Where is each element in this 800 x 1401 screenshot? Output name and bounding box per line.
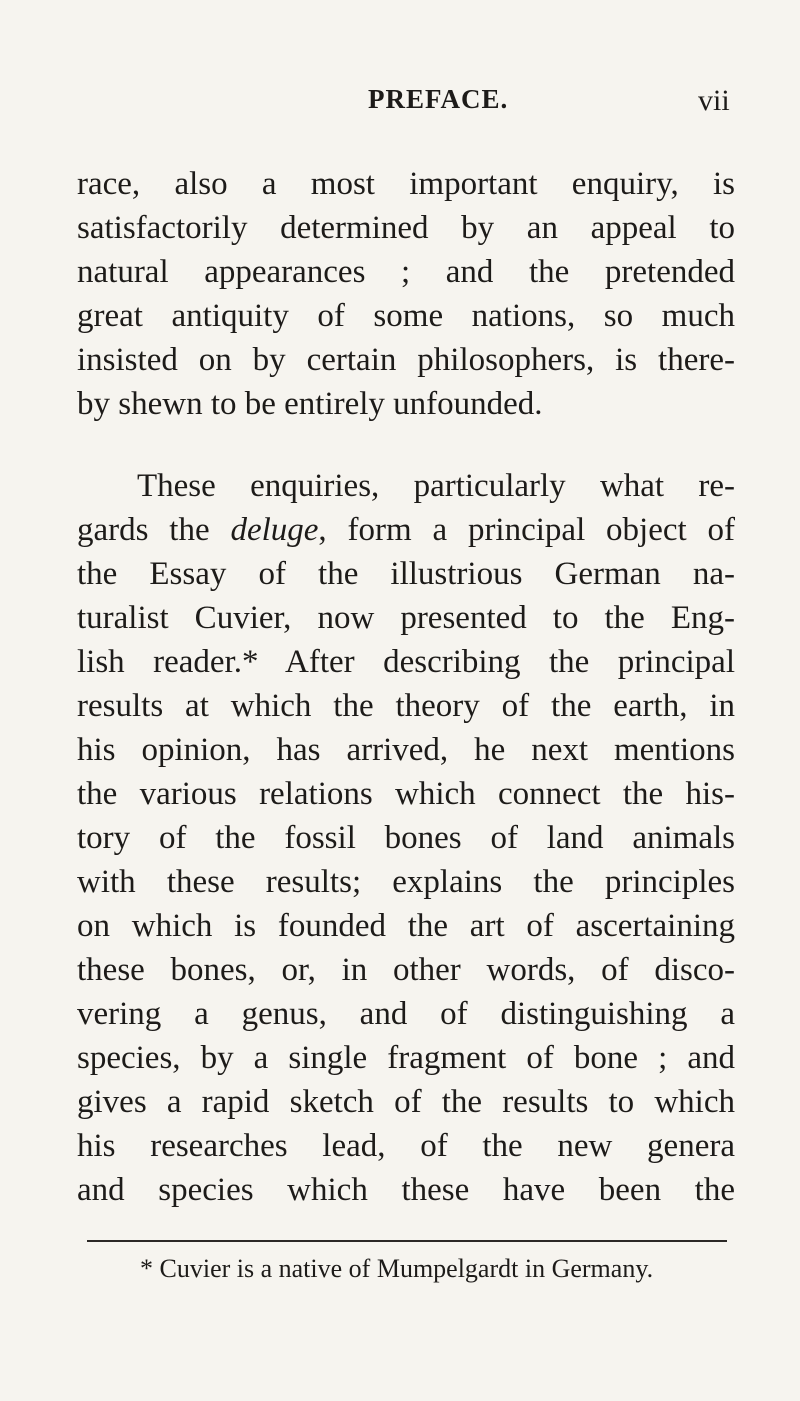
text-line: great antiquity of some nations, so much [77, 298, 735, 334]
footnote: * Cuvier is a native of Mumpelgardt in Germany. [140, 1254, 654, 1283]
text-line: tory of the fossil bones of land animals [77, 820, 735, 856]
running-title: PREFACE. [368, 84, 509, 114]
paragraph-2 [77, 464, 735, 1212]
text-line: turalist Cuvier, now presented to the Eng- [77, 600, 735, 636]
text-line: on which is founded the art of ascertaining [77, 908, 735, 944]
text-line: with these results; explains the principles [77, 864, 735, 900]
text-line: lish reader.* After describing the principal [77, 644, 735, 680]
italic-word-deluge: deluge [230, 512, 319, 548]
text-line: results at which the theory of the earth, in [77, 688, 735, 724]
text-line: race, also a most important enquiry, is [77, 166, 735, 202]
text-line: the Essay of the illustrious German na- [77, 556, 735, 592]
text-line: These enquiries, particularly what re- [137, 468, 735, 504]
text-line: insisted on by certain philosophers, is there- [77, 342, 735, 378]
text-line: natural appearances ; and the pretended [77, 254, 735, 290]
text-line: vering a genus, and of distinguishing a [77, 996, 735, 1032]
footnote-rule [87, 1240, 727, 1242]
text-line: satisfactorily determined by an appeal to [77, 210, 735, 246]
text-span: , form a principal object of [318, 512, 736, 548]
text-line: the various relations which connect the his- [77, 776, 735, 812]
text-line: by shewn to be entirely unfounded. [77, 386, 543, 422]
text-line: and species which these have been the [77, 1172, 735, 1208]
text-line: his researches lead, of the new genera [77, 1128, 735, 1164]
text-line: gives a rapid sketch of the results to which [77, 1084, 735, 1120]
text-line: these bones, or, in other words, of disco- [77, 952, 735, 988]
text-span: gards the [77, 512, 231, 548]
text-line: his opinion, has arrived, he next mentions [77, 732, 735, 768]
page-number: vii [698, 84, 730, 117]
text-line: species, by a single fragment of bone ; and [77, 1040, 735, 1076]
text-line [77, 508, 735, 552]
body-text [77, 162, 735, 1212]
page-header [0, 84, 800, 124]
paragraph-1 [77, 162, 735, 426]
